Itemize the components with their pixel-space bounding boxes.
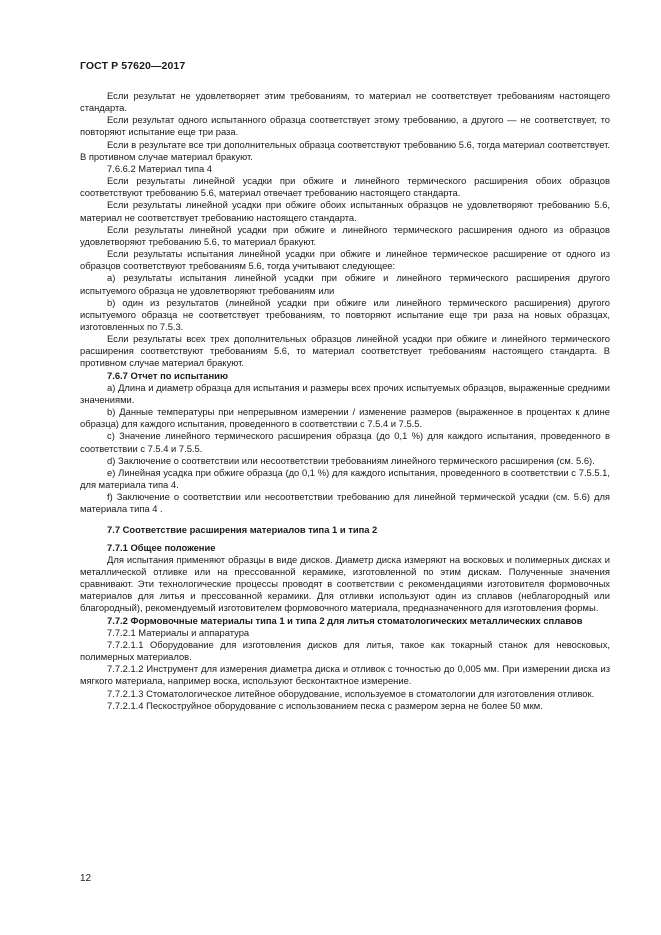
paragraph: 7.6.6.2 Материал типа 4 <box>107 162 212 174</box>
paragraph: Если результат не удовлетворяет этим требованиям, то материал не соответствует требованиям настоящего стандарта. <box>80 90 610 114</box>
paragraph: Если результат одного испытанного образца соответствует этому требованию, а другого — не соответствует, то повторяют испытание еще три раза. <box>80 114 610 138</box>
section-heading: 7.7.2 Формовочные материалы типа 1 и типа 2 для литья стоматологических металлических сплавов <box>107 614 583 626</box>
paragraph: c) Значение линейного термического расширения образца (до 0,1 %) для каждого испытания, проведенного в соответствии с 7.5.4 и 7.5.5. <box>80 430 610 454</box>
paragraph: b) один из результатов (линейной усадки при обжиге или линейного термического расширения) другого испытуемого образца не соответствует требованиям, то повторяют испытание еще три раза на новых образцах, изготовленных по 7.5.3. <box>80 296 610 332</box>
paragraph: Если результаты линейной усадки при обжиге и линейного термического расширения обоих образцов соответствуют требованию 5.6, материал отвечает требованию настоящего стандарта. <box>80 175 610 199</box>
paragraph: d) Заключение о соответствии или несоответствии требованиям линейного термического расширения (см. 5.6). <box>107 454 595 466</box>
paragraph: 7.7.2.1.2 Инструмент для измерения диаметра диска и отливок с точностью до 0,005 мм. При измерении диска из мягкого материала, например воска, используют бесконтактное измерение. <box>80 663 610 687</box>
section-heading: 7.7 Соответствие расширения материалов типа 1 и типа 2 <box>107 524 378 536</box>
paragraph: Если результаты всех трех дополнительных образцов линейной усадки при обжиге и линейного термического расширения соответствуют требованиям 5.6, то материал соответствует требованиям настоящего стандарта. В противном случае материал бракуют. <box>80 333 610 369</box>
paragraph: Если результаты линейной усадки при обжиге обоих испытанных образцов не удовлетворяют требованию 5.6, материал не соответствует требованию настоящего стандарта. <box>80 199 610 223</box>
paragraph: Если в результате все три дополнительных образца соответствуют требованию 5.6, тогда материал соответствует. В противном случае материал бракуют. <box>80 138 610 162</box>
paragraph: Если результаты испытания линейной усадки при обжиге и линейное термическое расширение от одного из образцов соответствуют требованиям 5.6, тогда учитывают следующее: <box>80 248 610 272</box>
section-heading: 7.6.7 Отчет по испытанию <box>107 369 228 381</box>
document-body <box>80 90 610 712</box>
paragraph: f) Заключение о соответствии или несоответствии требованию для линейной термической усадки (см. 5.6) для материала типа 4 . <box>80 491 610 515</box>
paragraph: b) Данные температуры при непрерывном измерении / изменение размеров (выраженное в процентах к длине образца) для каждого испытания, проведенного в соответствии с 7.5.4 и 7.5.5. <box>80 406 610 430</box>
paragraph: 7.7.2.1.1 Оборудование для изготовления дисков для литья, такое как токарный станок для невосковых, полимерных материалов. <box>80 638 610 663</box>
paragraph: e) Линейная усадка при обжиге образца (до 0,1 %) для каждого испытания, проведенного в соответствии с 7.5.5.1, для материала типа 4. <box>80 466 610 490</box>
section-heading: 7.7.1 Общее положение <box>107 541 216 553</box>
paragraph: 7.7.2.1.3 Стоматологическое литейное оборудование, используемое в стоматологии для изготовления отливок. <box>107 687 595 699</box>
paragraph: а) результаты испытания линейной усадки при обжиге и линейного термического расширения другого испытуемого образца не удовлетворяют требованиям или <box>80 272 610 296</box>
paragraph: 7.7.2.1.4 Пескоструйное оборудование с использованием песка с размером зерна не более 50 мкм. <box>107 699 543 711</box>
paragraph: Если результаты линейной усадки при обжиге и линейного термического расширения одного из образцов удовлетворяют требованию 5.6, то материал бракуют. <box>80 223 610 247</box>
paragraph: а) Длина и диаметр образца для испытания и размеры всех прочих испытуемых образцов, выраженные средними значениями. <box>80 381 610 405</box>
page-number: 12 <box>80 873 92 884</box>
paragraph: 7.7.2.1 Материалы и аппаратура <box>107 626 250 638</box>
paragraph: Для испытания применяют образцы в виде дисков. Диаметр диска измеряют на восковых и полимерных дисках и металлической отливке или на прессованной керамике, изготовленной по этим дискам. Полученные значения сравнивают. Эти технологические процессы проводят в соответствии с рекомендациями изготовителя формовочных материалов для литья и прессованной керамики. Для отливки используют один из сплавов (неблагородный или благородный), рекомендуемый изготовителем формовочного материала, предназначенного для изготовления формы. <box>80 553 610 614</box>
document-header: ГОСТ Р 57620—2017 <box>80 60 186 72</box>
